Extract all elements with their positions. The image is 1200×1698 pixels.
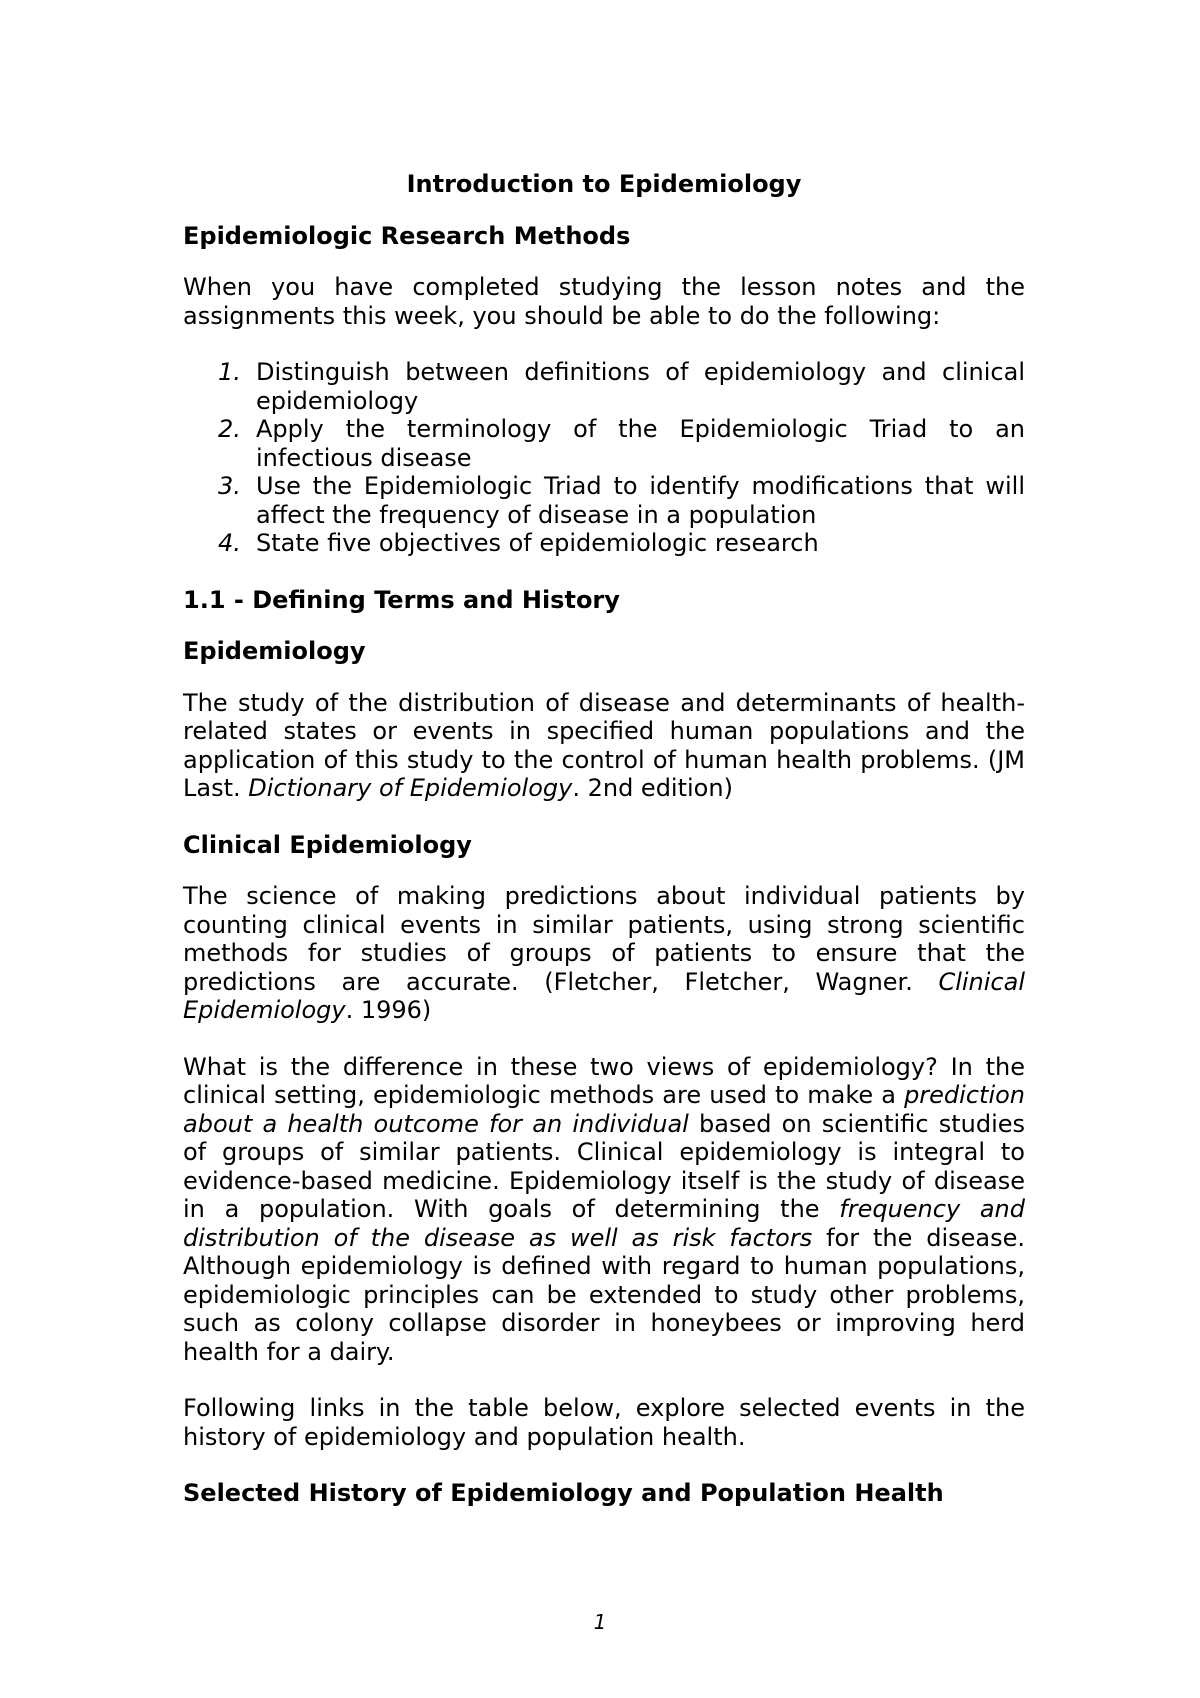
list-item-text: State five objectives of epidemiologic research: [256, 529, 819, 557]
list-item-text: Use the Epidemiologic Triad to identify modifications that will affect the frequency of disease in a population: [256, 472, 1025, 529]
list-item-number: 4.: [218, 529, 241, 557]
clinical-source-title: Clinical Epidemiology: [183, 967, 1025, 1024]
list-item-text: Apply the terminology of the Epidemiologic Triad to an infectious disease: [256, 415, 1025, 472]
epidemiology-source-title: Dictionary of Epidemiology: [248, 774, 573, 802]
difference-paragraph: [183, 1053, 1025, 1367]
difference-emphasis-1: prediction about a health outcome for an individual: [183, 1081, 1025, 1138]
list-item: [183, 529, 1025, 558]
difference-text-2: based on scientific studies of groups of similar patients. Clinical epidemiology is integral to evidence-based medicine. Epidemiology itself is the study of disease in a population. With goals of determining the: [183, 1109, 1026, 1223]
clinical-epidemiology-definition: [183, 882, 1025, 1025]
list-item-number: 2.: [218, 415, 241, 443]
difference-emphasis-2: frequency and distribution of the disease as well as risk factors: [183, 1195, 1025, 1252]
links-paragraph: Following links in the table below, explore selected events in the history of epidemiology and population health.: [183, 1394, 1025, 1451]
section-heading: Epidemiologic Research Methods: [183, 221, 631, 250]
document-title: Introduction to Epidemiology: [406, 170, 802, 198]
subsection-heading: 1.1 - Defining Terms and History: [183, 585, 620, 614]
list-item-number: 3.: [218, 472, 241, 500]
difference-text-3: for the disease. Although epidemiology is defined with regard to human populations, epidemiologic principles can be extended to study other problems, such as colony collapse disorder in honeybees or improving herd health for a dairy.: [183, 1223, 1025, 1366]
list-item: [183, 415, 1025, 472]
epidemiology-definition-text: The study of the distribution of disease and determinants of health-related states or events in specified human populations and the application of this study to the control of human health problems. (JM Last.: [183, 688, 1025, 802]
list-item-number: 1.: [218, 358, 241, 386]
epidemiology-heading: Epidemiology: [183, 637, 366, 665]
intro-paragraph: When you have completed studying the lesson notes and the assignments this week, you should be able to do the following:: [183, 273, 1025, 330]
epidemiology-definition: [183, 689, 1025, 803]
list-item: [183, 472, 1025, 529]
epidemiology-source-end: . 2nd edition): [572, 774, 733, 802]
list-item: [183, 358, 1025, 415]
page-number: 1: [593, 1610, 607, 1634]
difference-text-1: What is the difference in these two views of epidemiology? In the clinical setting, epidemiologic methods are used to make a: [183, 1052, 1025, 1109]
clinical-definition-text: The science of making predictions about individual patients by counting clinical events in similar patients, using strong scientific methods for studies of groups of patients to ensure that the predictions are accurate. (Fletcher, Fletcher, Wagner.: [183, 882, 1025, 996]
history-heading: Selected History of Epidemiology and Population Health: [183, 1479, 944, 1507]
document-page: [183, 170, 1025, 1531]
clinical-source-end: . 1996): [345, 996, 432, 1024]
list-item-text: Distinguish between definitions of epidemiology and clinical epidemiology: [256, 358, 1025, 415]
objectives-list: [183, 358, 1025, 558]
clinical-epidemiology-heading: Clinical Epidemiology: [183, 830, 472, 859]
